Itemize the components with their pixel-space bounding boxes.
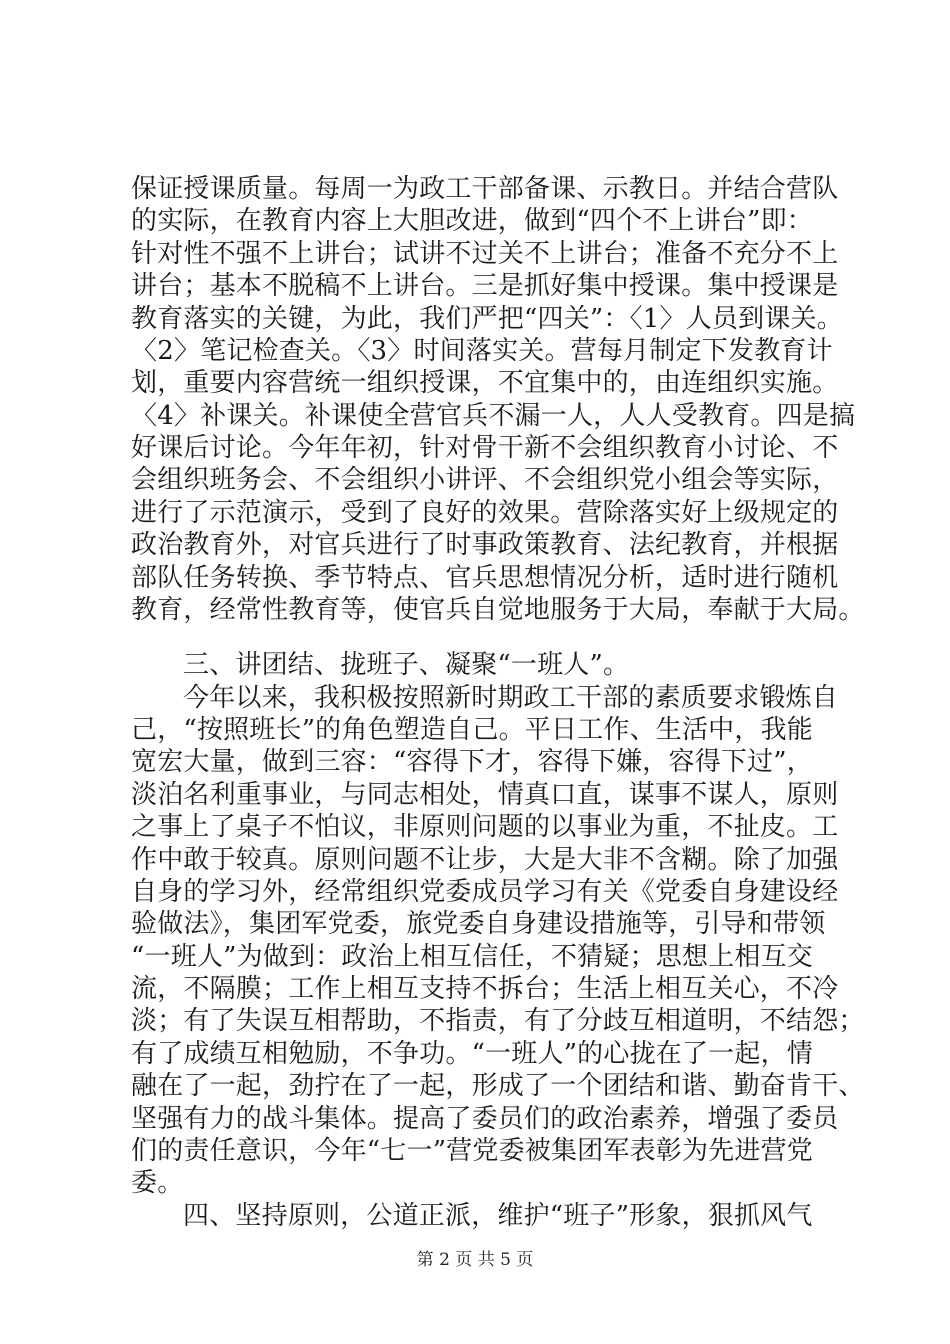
text-line: 淡；有了失误互相帮助，不指责，有了分歧互相道明，不结怨； [131, 1006, 865, 1036]
text-line: 的实际，在教育内容上大胆改进，做到“四个不上讲台”即： [131, 206, 813, 236]
text-line: 会组织班务会、不会组织小讲评、不会组织党小组会等实际， [131, 465, 839, 495]
text-line: 自身的学习外，经常组织党委成员学习有关《党委自身建设经 [131, 877, 839, 907]
text-line: 针对性不强不上讲台；试讲不过关不上讲台；准备不充分不上 [131, 239, 839, 269]
text-line: 融在了一起，劲拧在了一起，形成了一个团结和谐、勤奋肯干、 [131, 1071, 865, 1101]
text-line: “一班人”为做到：政治上相互信任，不猜疑；思想上相互交 [131, 942, 813, 972]
section-heading: 四、坚持原则，公道正派，维护“班子”形象，狠抓风气 [183, 1201, 813, 1231]
section-heading: 三、讲团结、拢班子、凝聚“一班人”。 [183, 650, 630, 680]
text-line: 讲台；基本不脱稿不上讲台。三是抓好集中授课。集中授课是 [131, 271, 839, 301]
text-line: 委。 [131, 1168, 184, 1198]
text-line: 保证授课质量。每周一为政工干部备课、示教日。并结合营队 [131, 174, 839, 204]
text-line: 部队任务转换、季节特点、官兵思想情况分析，适时进行随机 [131, 563, 839, 593]
text-line: 之事上了桌子不怕议，非原则问题的以事业为重，不扯皮。工 [131, 812, 839, 842]
text-line: 教育落实的关键，为此，我们严把“四关”：〈1〉人员到课关。 [131, 304, 843, 334]
text-line: 有了成绩互相勉励，不争功。“一班人”的心拢在了一起，情 [131, 1039, 813, 1069]
text-line: 宽宏大量，做到三容：“容得下才，容得下嫌，容得下过”， [131, 747, 813, 777]
text-line: 坚强有力的战斗集体。提高了委员们的政治素养，增强了委员 [131, 1104, 839, 1134]
text-line: 〈2〉笔记检查关。〈3〉时间落实关。营每月制定下发教育计 [131, 336, 833, 366]
text-line: 们的责任意识，今年“七一”营党委被集团军表彰为先进营党 [131, 1136, 813, 1166]
text-line: 淡泊名利重事业，与同志相处，情真口直，谋事不谋人，原则 [131, 780, 839, 810]
text-line: 〈4〉补课关。补课使全营官兵不漏一人，人人受教育。四是搞 [131, 401, 856, 431]
text-line: 流，不隔膜；工作上相互支持不拆台；生活上相互关心，不冷 [131, 974, 839, 1004]
text-line: 验做法》，集团军党委，旅党委自身建设措施等，引导和带领 [131, 909, 826, 939]
page-footer: 第 2 页 共 5 页 [416, 1250, 534, 1270]
text-line: 己，“按照班长”的角色塑造自己。平日工作、生活中，我能 [131, 715, 813, 745]
text-line: 政治教育外，对官兵进行了时事政策教育、法纪教育，并根据 [131, 530, 839, 560]
text-line: 进行了示范演示，受到了良好的效果。营除落实好上级规定的 [131, 498, 839, 528]
paragraph-first-line: 今年以来，我积极按照新时期政工干部的素质要求锻炼自 [183, 683, 839, 713]
text-line: 好课后讨论。今年年初，针对骨干新不会组织教育小讨论、不 [131, 433, 839, 463]
text-line: 作中敢于较真。原则问题不让步，大是大非不含糊。除了加强 [131, 845, 839, 875]
text-line: 教育，经常性教育等，使官兵自觉地服务于大局，奉献于大局。 [131, 595, 865, 625]
text-line: 划，重要内容营统一组织授课，不宜集中的，由连组织实施。 [131, 368, 839, 398]
